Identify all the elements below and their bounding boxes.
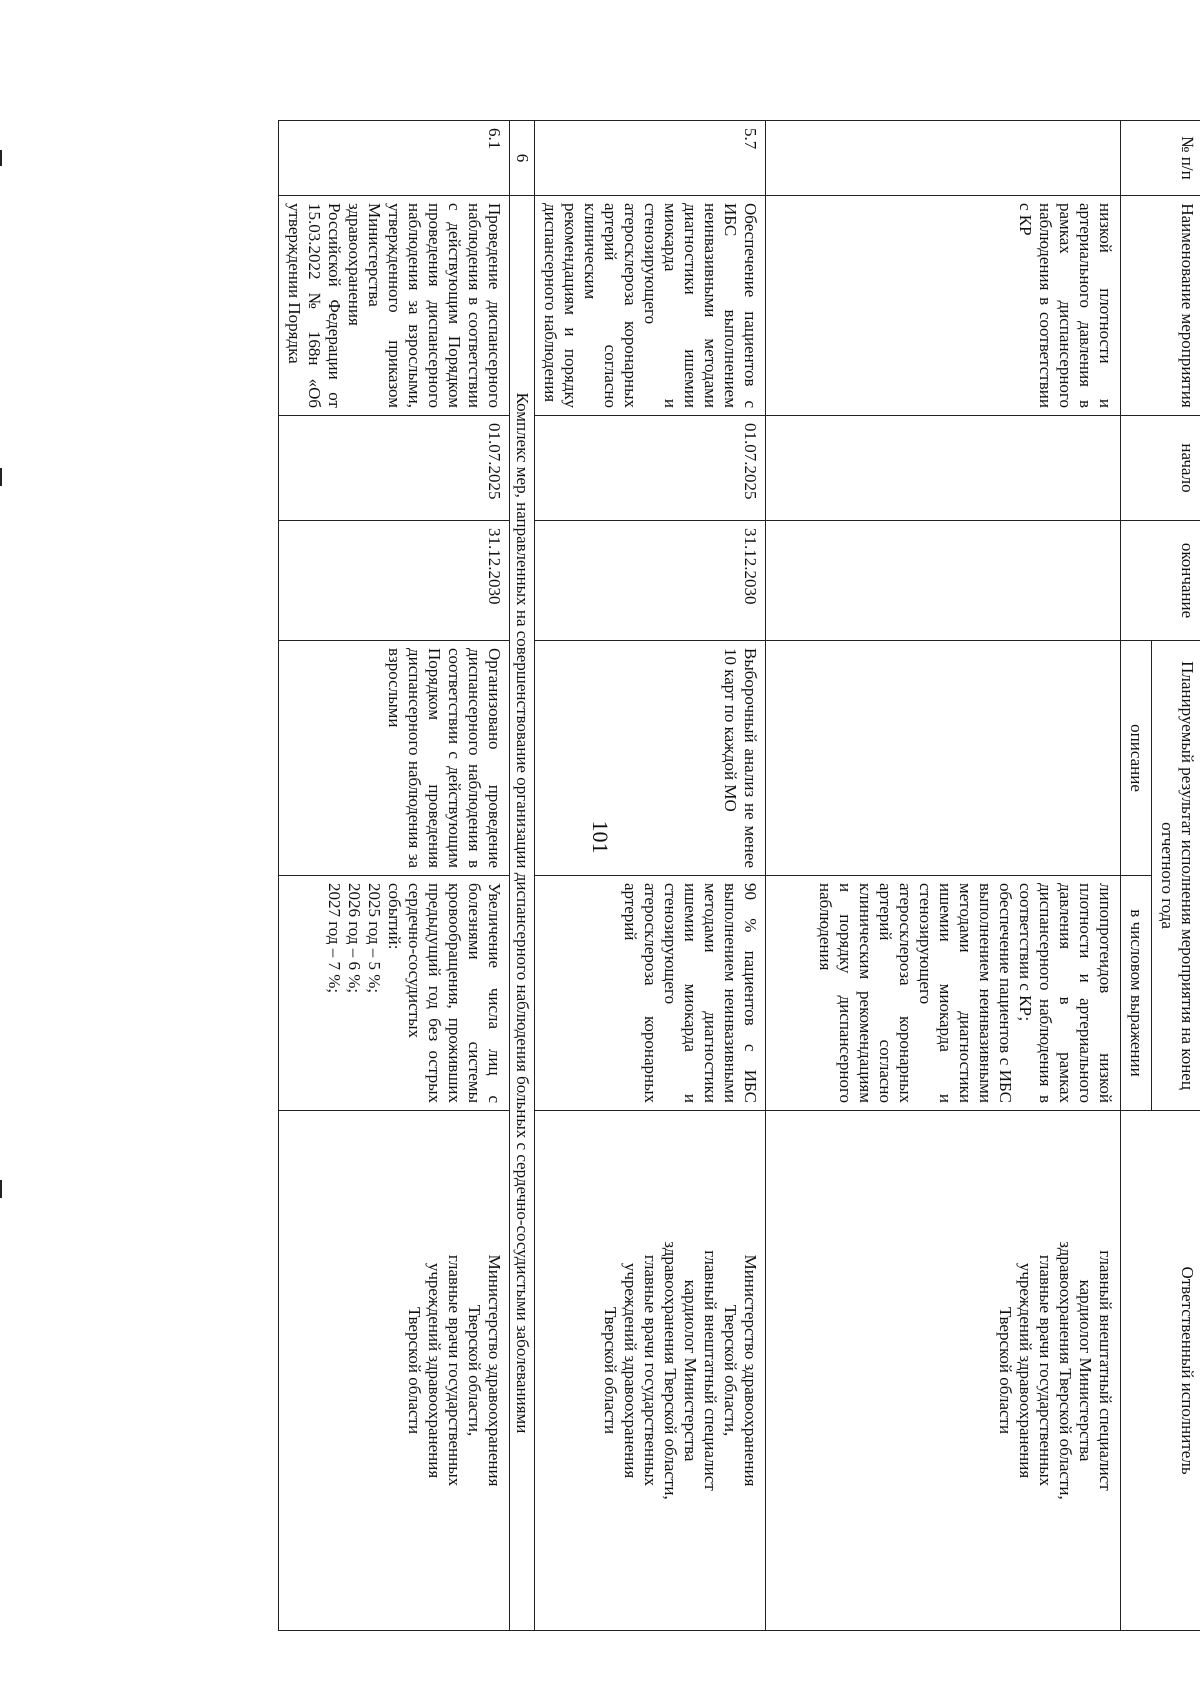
header-result: Планируемый результат исполнения мероприятия на конец отчетного года [1152, 641, 1200, 1111]
table-row [766, 121, 1121, 1631]
responsible-line: Министерство здравоохранения [485, 1254, 504, 1487]
result-numeric-text: Увеличение числа лиц с болезнями системы кровообращения, проживших предыдущий год без острых сердечно-сосудистых событий: [385, 883, 504, 1104]
end-date [766, 521, 1121, 641]
responsible-line: Министерство здравоохранения [741, 1254, 760, 1487]
responsible-line: главный внештатный специалист [701, 1250, 720, 1491]
end-date: 31.12.2030 [535, 521, 766, 641]
header-end: окончание [1121, 521, 1200, 641]
result-description: Организовано проведение диспансерного наблюдения в соответствии с действующим Порядком проведения диспансерного наблюдения за взрослыми [279, 641, 510, 876]
row-num [766, 121, 1121, 196]
header-num: № п/п [1121, 121, 1200, 196]
section-title: Комплекс мер, направленных на совершенствование организации диспансерного наблюдения больных с сердечно-сосудистыми заболеваниями [510, 196, 535, 1631]
result-description [766, 641, 1121, 876]
header-start: начало [1121, 416, 1200, 521]
table-header-row [1152, 121, 1200, 1631]
responsible-line: Тверской области [405, 1306, 424, 1435]
result-numeric-item: 2027 год – 7 %; [325, 883, 344, 994]
measure-name: низкой плотности и артериального давления в рамках диспансерного наблюдения в соответствии с КР [766, 196, 1121, 416]
responsible-executor [766, 1111, 1121, 1631]
measures-table [278, 120, 1200, 1631]
header-name: Наименование мероприятия [1121, 196, 1200, 416]
scan-edge-mark [0, 1180, 2, 1198]
measure-name: Обеспечение пациентов с ИБС выполнением неинвазивными методами диагностики ишемии миокарда и стенозирующего атеросклероза коронарных артерий согласно клиническим рекомендациям и порядку диспансерного наблюдения [535, 196, 766, 416]
section-num: 6 [510, 121, 535, 196]
header-result-description: описание [1121, 641, 1152, 876]
result-numeric: 90 % пациентов с ИБС выполнением неинвазивными методами диагностики ишемии миокарда и стенозирующего атеросклероза коронарных артерий [535, 876, 766, 1111]
scan-edge-mark [0, 468, 2, 486]
start-date: 01.07.2025 [535, 416, 766, 521]
row-num: 6.1 [279, 121, 510, 196]
responsible-line: Тверской области, [721, 1304, 740, 1437]
result-description: Выборочный анализ не менее 10 карт по каждой МО [535, 641, 766, 876]
result-numeric-item: 2025 год – 5 %; [365, 883, 384, 994]
responsible-line: кардиолог Министерства [681, 1279, 700, 1462]
responsible-line: Тверской области, [465, 1304, 484, 1437]
responsible-line: кардиолог Министерства [1076, 1279, 1095, 1462]
responsible-line: главные врачи государственных [445, 1254, 464, 1487]
measures-table-page [169, 120, 1200, 1630]
measure-name: Проведение диспансерного наблюдения в соответствии с действующим Порядком проведения диспансерного наблюдения за взрослыми, утвержденного приказом Министерства здравоохранения Российской Федерации от 15.03.2022 № 168н «Об утверждении Порядка [279, 196, 510, 416]
responsible-executor [279, 1111, 510, 1631]
responsible-line: Тверской области [996, 1306, 1015, 1435]
responsible-line: учреждений здравоохранения [425, 1262, 444, 1479]
table-row [535, 121, 766, 1631]
responsible-line: главные врачи государственных [1036, 1254, 1055, 1487]
scan-edge-mark [0, 150, 2, 166]
table-row [279, 121, 510, 1631]
header-result-numeric: в числовом выражении [1121, 876, 1152, 1111]
responsible-line: главный внештатный специалист [1096, 1250, 1115, 1491]
responsible-line: главные врачи государственных [641, 1254, 660, 1487]
section-row [510, 121, 535, 1631]
start-date [766, 416, 1121, 521]
result-numeric-item: 2026 год – 6 %; [345, 883, 364, 994]
responsible-line: здравоохранения Тверской области, [1056, 1241, 1075, 1500]
responsible-line: учреждений здравоохранения [621, 1262, 640, 1479]
start-date: 01.07.2025 [279, 416, 510, 521]
responsible-line: Тверской области [601, 1306, 620, 1435]
page-number: 101 [588, 820, 613, 854]
result-numeric [279, 876, 510, 1111]
result-numeric-list [324, 883, 384, 1103]
end-date: 31.12.2030 [279, 521, 510, 641]
result-numeric: липопротеидов низкой плотности и артериального давления в рамках диспансерного наблюдения в соответствии с КР; обеспечение пациентов с ИБС выполнением неинвазивными методами диагностики ишемии миокарда и стенозирующего атеросклероза коронарных артерий согласно клиническим рекомендациям и порядку диспансерного наблюдения [766, 876, 1121, 1111]
responsible-line: здравоохранения Тверской области, [661, 1241, 680, 1500]
header-responsible: Ответственный исполнитель [1121, 1111, 1200, 1631]
row-num: 5.7 [535, 121, 766, 196]
responsible-line: учреждений здравоохранения [1016, 1262, 1035, 1479]
responsible-executor [535, 1111, 766, 1631]
